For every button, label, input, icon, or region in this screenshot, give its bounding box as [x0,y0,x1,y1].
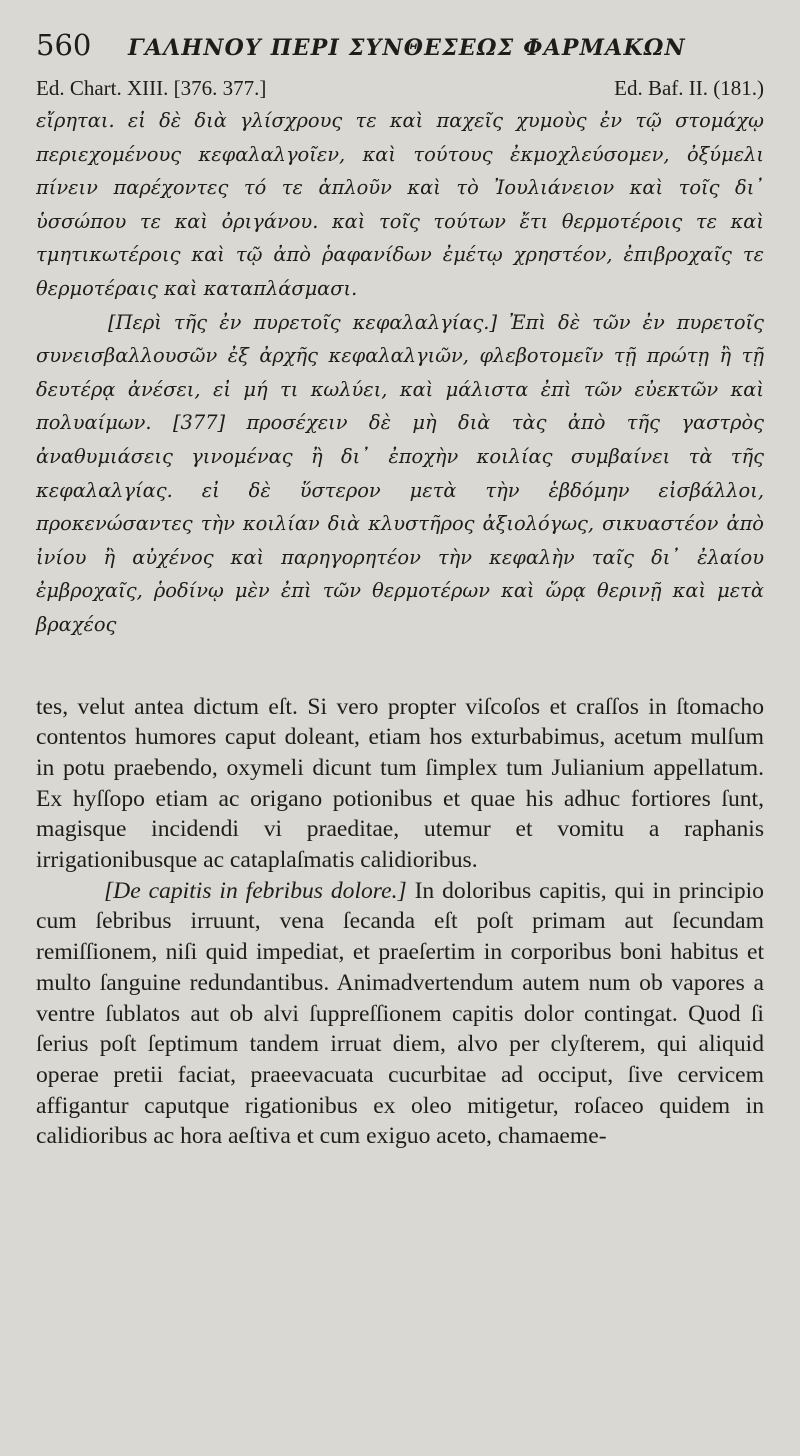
latin-text [36,692,764,1153]
greek-paragraph: εἴρηται. εἰ δὲ διὰ γλίσχρους τε καὶ παχεῖς χυμοὺς ἐν τῷ στομάχῳ περιεχομένους κεφαλαλγοῖεν, καὶ τούτους ἐκμοχλεύσομεν, ὀξύμελι πίνειν παρέχοντες τό τε ἁπλοῦν καὶ τὸ Ἰουλιάνειον καὶ τοῖς δι᾽ ὑσσώπου τε καὶ ὀριγάνου. καὶ τοῖς τούτων ἔτι θερμοτέροις τε καὶ τμητικωτέροις καὶ τῷ ἀπὸ ῥαφανίδων ἐμέτῳ χρηστέον, ἐπιβροχαῖς τε θερμοτέραις καὶ καταπλάσμασι. [36,109,764,300]
latin-section-heading: [De capitis in febribus dolore.] [104,877,407,904]
latin-paragraph-body: In doloribus capitis, qui in principio cum ſebribus irruunt, vena ſecanda eſt poſt primam aut ſecundam remiſſionem, niſi quid impediat, et praeſertim in corporibus boni habitus et multo ſanguine redundantibus. Animadvertendum autem num ob vapores a ventre ſublatos aut ob alvi ſuppreſſionem capitis dolor contingat. Quod ſi ſerius poſt ſeptimum tandem irruat diem, alvo per clyſterem, qui aliquid operae pretii faciat, praeevacuata cucurbitae ad occiput, ſive cervicem affigantur caputque rigationibus ex oleo mitigetur, roſaceo quidem in calidioribus ac hora aeſtiva et cum exiguo aceto, chamaeme- [36,877,764,1150]
running-title: ΓΑΛΗΝΟΥ ΠΕΡΙ ΣΥΝΘΕΣΕΩΣ ΦΑΡΜΑΚΩΝ [128,35,686,61]
edition-left: Ed. Chart. XIII. [376. 377.] [36,76,267,100]
latin-paragraph [36,876,764,1152]
edition-right: Ed. Baf. II. (181.) [614,76,764,100]
page-header [36,28,764,72]
greek-paragraph-body: Ἐπὶ δὲ τῶν ἐν πυρετοῖς συνεισβαλλουσῶν ἐξ ἀρχῆς κεφαλαλγιῶν, φλεβοτομεῖν τῇ πρώτῃ ἢ τῇ δευτέρᾳ ἀνέσει, εἰ μή τι κωλύει, καὶ μάλιστα ἐπὶ τῶν εὐεκτῶν καὶ πολυαίμων. [377] προσέχειν δὲ μὴ διὰ τὰς ἀπὸ τῆς γαστρὸς ἀναθυμιάσεις γινομένας ἢ δι᾽ ἐποχὴν κοιλίας συμβαίνει τὰ τῆς κεφαλαλγίας. εἰ δὲ ὕστερον μετὰ τὴν ἑβδόμην εἰσβάλλοι, προκενώσαντες τὴν κοιλίαν διὰ κλυστῆρος ἀξιολόγως, σικυαστέον ἀπὸ ἰνίου ἢ αὐχένος καὶ παρηγορητέον τὴν κεφαλὴν ταῖς δι᾽ ἐλαίου ἐμβροχαῖς, ῥοδίνῳ μὲν ἐπὶ τῶν θερμοτέρων καὶ ὥρᾳ θερινῇ καὶ μετὰ βραχέος [36,310,764,636]
edition-line [36,76,764,104]
latin-paragraph: tes, velut antea dictum eſt. Si vero propter viſcoſos et craſſos in ſtomacho contentos humores caput doleant, etiam hos exturbabimus, acetum mulſum in potu praebendo, oxymeli dicunt tum ſimplex tum Julianium appellatum. Ex hyſſopo etiam ac origano potionibus et quae his adhuc fortiores ſunt, magisque incidendi vi praeditae, utemur et vomitu a raphanis irrigationibusque ac cataplaſmatis calidioribus. [36,693,764,874]
greek-paragraph [36,306,764,642]
page-number: 560 [36,28,92,62]
greek-section-heading: [Περὶ τῆς ἐν πυρετοῖς κεφαλαλγίας.] [108,310,498,334]
greek-text [36,104,764,642]
